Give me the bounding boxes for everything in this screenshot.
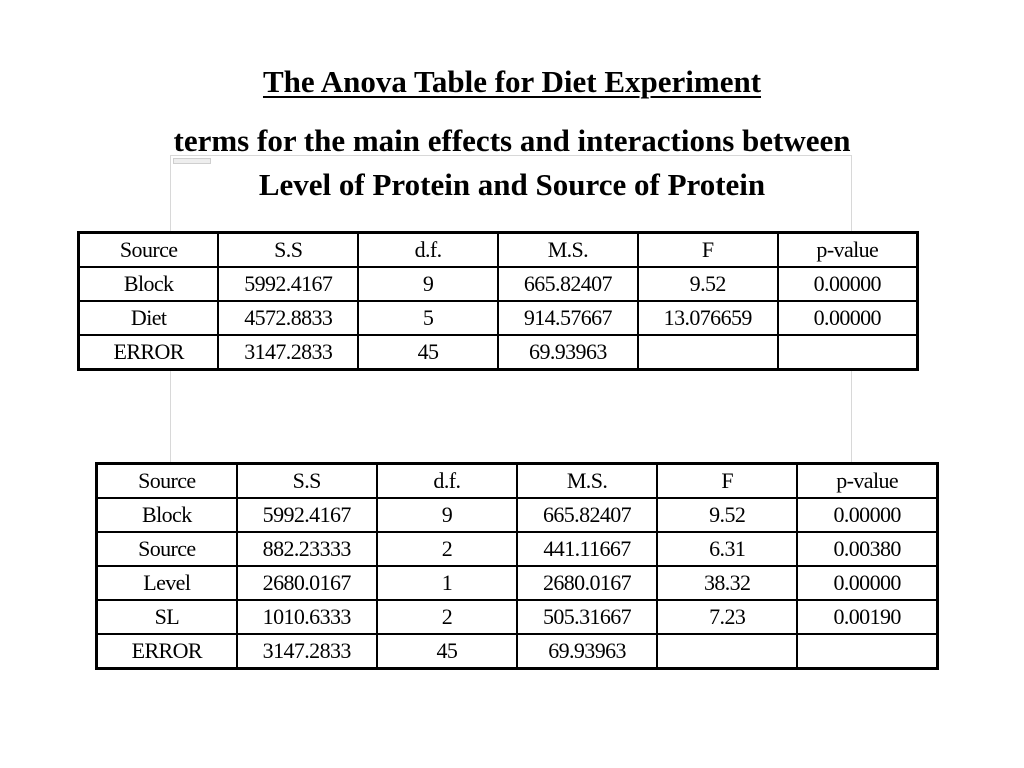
- table-cell: 0.00190: [797, 600, 937, 634]
- table-row: [97, 634, 938, 669]
- table-cell: 2: [377, 600, 517, 634]
- table-row: [97, 600, 938, 634]
- table-cell: 7.23: [657, 600, 797, 634]
- table-cell: 5992.4167: [218, 267, 358, 301]
- header-cell: S.S: [237, 464, 377, 499]
- table-cell: 2680.0167: [517, 566, 657, 600]
- table-cell: 69.93963: [517, 634, 657, 669]
- slide-title: The Anova Table for Diet Experiment: [262, 64, 762, 99]
- anova-table-diet: [77, 231, 919, 371]
- table-header-row: [97, 464, 938, 499]
- slide-subtitle: [0, 119, 1024, 207]
- table-cell: ERROR: [97, 634, 237, 669]
- table-cell: 45: [358, 335, 498, 370]
- header-cell: M.S.: [498, 233, 638, 268]
- table-cell: Diet: [79, 301, 219, 335]
- header-cell: F: [657, 464, 797, 499]
- table-cell: 2: [377, 532, 517, 566]
- table-cell: 441.11667: [517, 532, 657, 566]
- table-cell: Level: [97, 566, 237, 600]
- header-cell: Source: [79, 233, 219, 268]
- table-cell: 4572.8833: [218, 301, 358, 335]
- table-cell: [638, 335, 778, 370]
- table-cell: 0.00000: [778, 301, 918, 335]
- table-cell: [778, 335, 918, 370]
- table-row: [97, 498, 938, 532]
- table-header-row: [79, 233, 918, 268]
- table-cell: 5: [358, 301, 498, 335]
- header-cell: p-value: [778, 233, 918, 268]
- table-cell: 6.31: [657, 532, 797, 566]
- table-cell: 13.076659: [638, 301, 778, 335]
- table-cell: ERROR: [79, 335, 219, 370]
- table-cell: 914.57667: [498, 301, 638, 335]
- table-cell: [797, 634, 937, 669]
- anova-table-source-level: [95, 462, 939, 670]
- table-cell: SL: [97, 600, 237, 634]
- table-row: [97, 532, 938, 566]
- table-cell: 1: [377, 566, 517, 600]
- header-cell: p-value: [797, 464, 937, 499]
- table-cell: 5992.4167: [237, 498, 377, 532]
- header-cell: Source: [97, 464, 237, 499]
- table-cell: 882.23333: [237, 532, 377, 566]
- table-cell: 9: [377, 498, 517, 532]
- subtitle-line-1: terms for the main effects and interactions between: [173, 123, 851, 158]
- header-cell: M.S.: [517, 464, 657, 499]
- table-cell: 665.82407: [498, 267, 638, 301]
- table-cell: 0.00000: [797, 566, 937, 600]
- table-cell: Source: [97, 532, 237, 566]
- header-cell: d.f.: [358, 233, 498, 268]
- table-cell: 9.52: [657, 498, 797, 532]
- header-cell: d.f.: [377, 464, 517, 499]
- table-row: [79, 335, 918, 370]
- table-row: [79, 267, 918, 301]
- table-cell: 0.00380: [797, 532, 937, 566]
- table-cell: [657, 634, 797, 669]
- table-cell: Block: [79, 267, 219, 301]
- table-cell: 0.00000: [778, 267, 918, 301]
- table-cell: Block: [97, 498, 237, 532]
- table-cell: 665.82407: [517, 498, 657, 532]
- table-row: [79, 301, 918, 335]
- header-cell: S.S: [218, 233, 358, 268]
- subtitle-line-2: Level of Protein and Source of Protein: [258, 167, 766, 202]
- table-cell: 38.32: [657, 566, 797, 600]
- table-cell: 2680.0167: [237, 566, 377, 600]
- table-cell: 9: [358, 267, 498, 301]
- header-cell: F: [638, 233, 778, 268]
- table-cell: 0.00000: [797, 498, 937, 532]
- table-cell: 9.52: [638, 267, 778, 301]
- table-cell: 1010.6333: [237, 600, 377, 634]
- table-cell: 45: [377, 634, 517, 669]
- table-row: [97, 566, 938, 600]
- table-cell: 3147.2833: [218, 335, 358, 370]
- table-cell: 505.31667: [517, 600, 657, 634]
- table-cell: 3147.2833: [237, 634, 377, 669]
- table-cell: 69.93963: [498, 335, 638, 370]
